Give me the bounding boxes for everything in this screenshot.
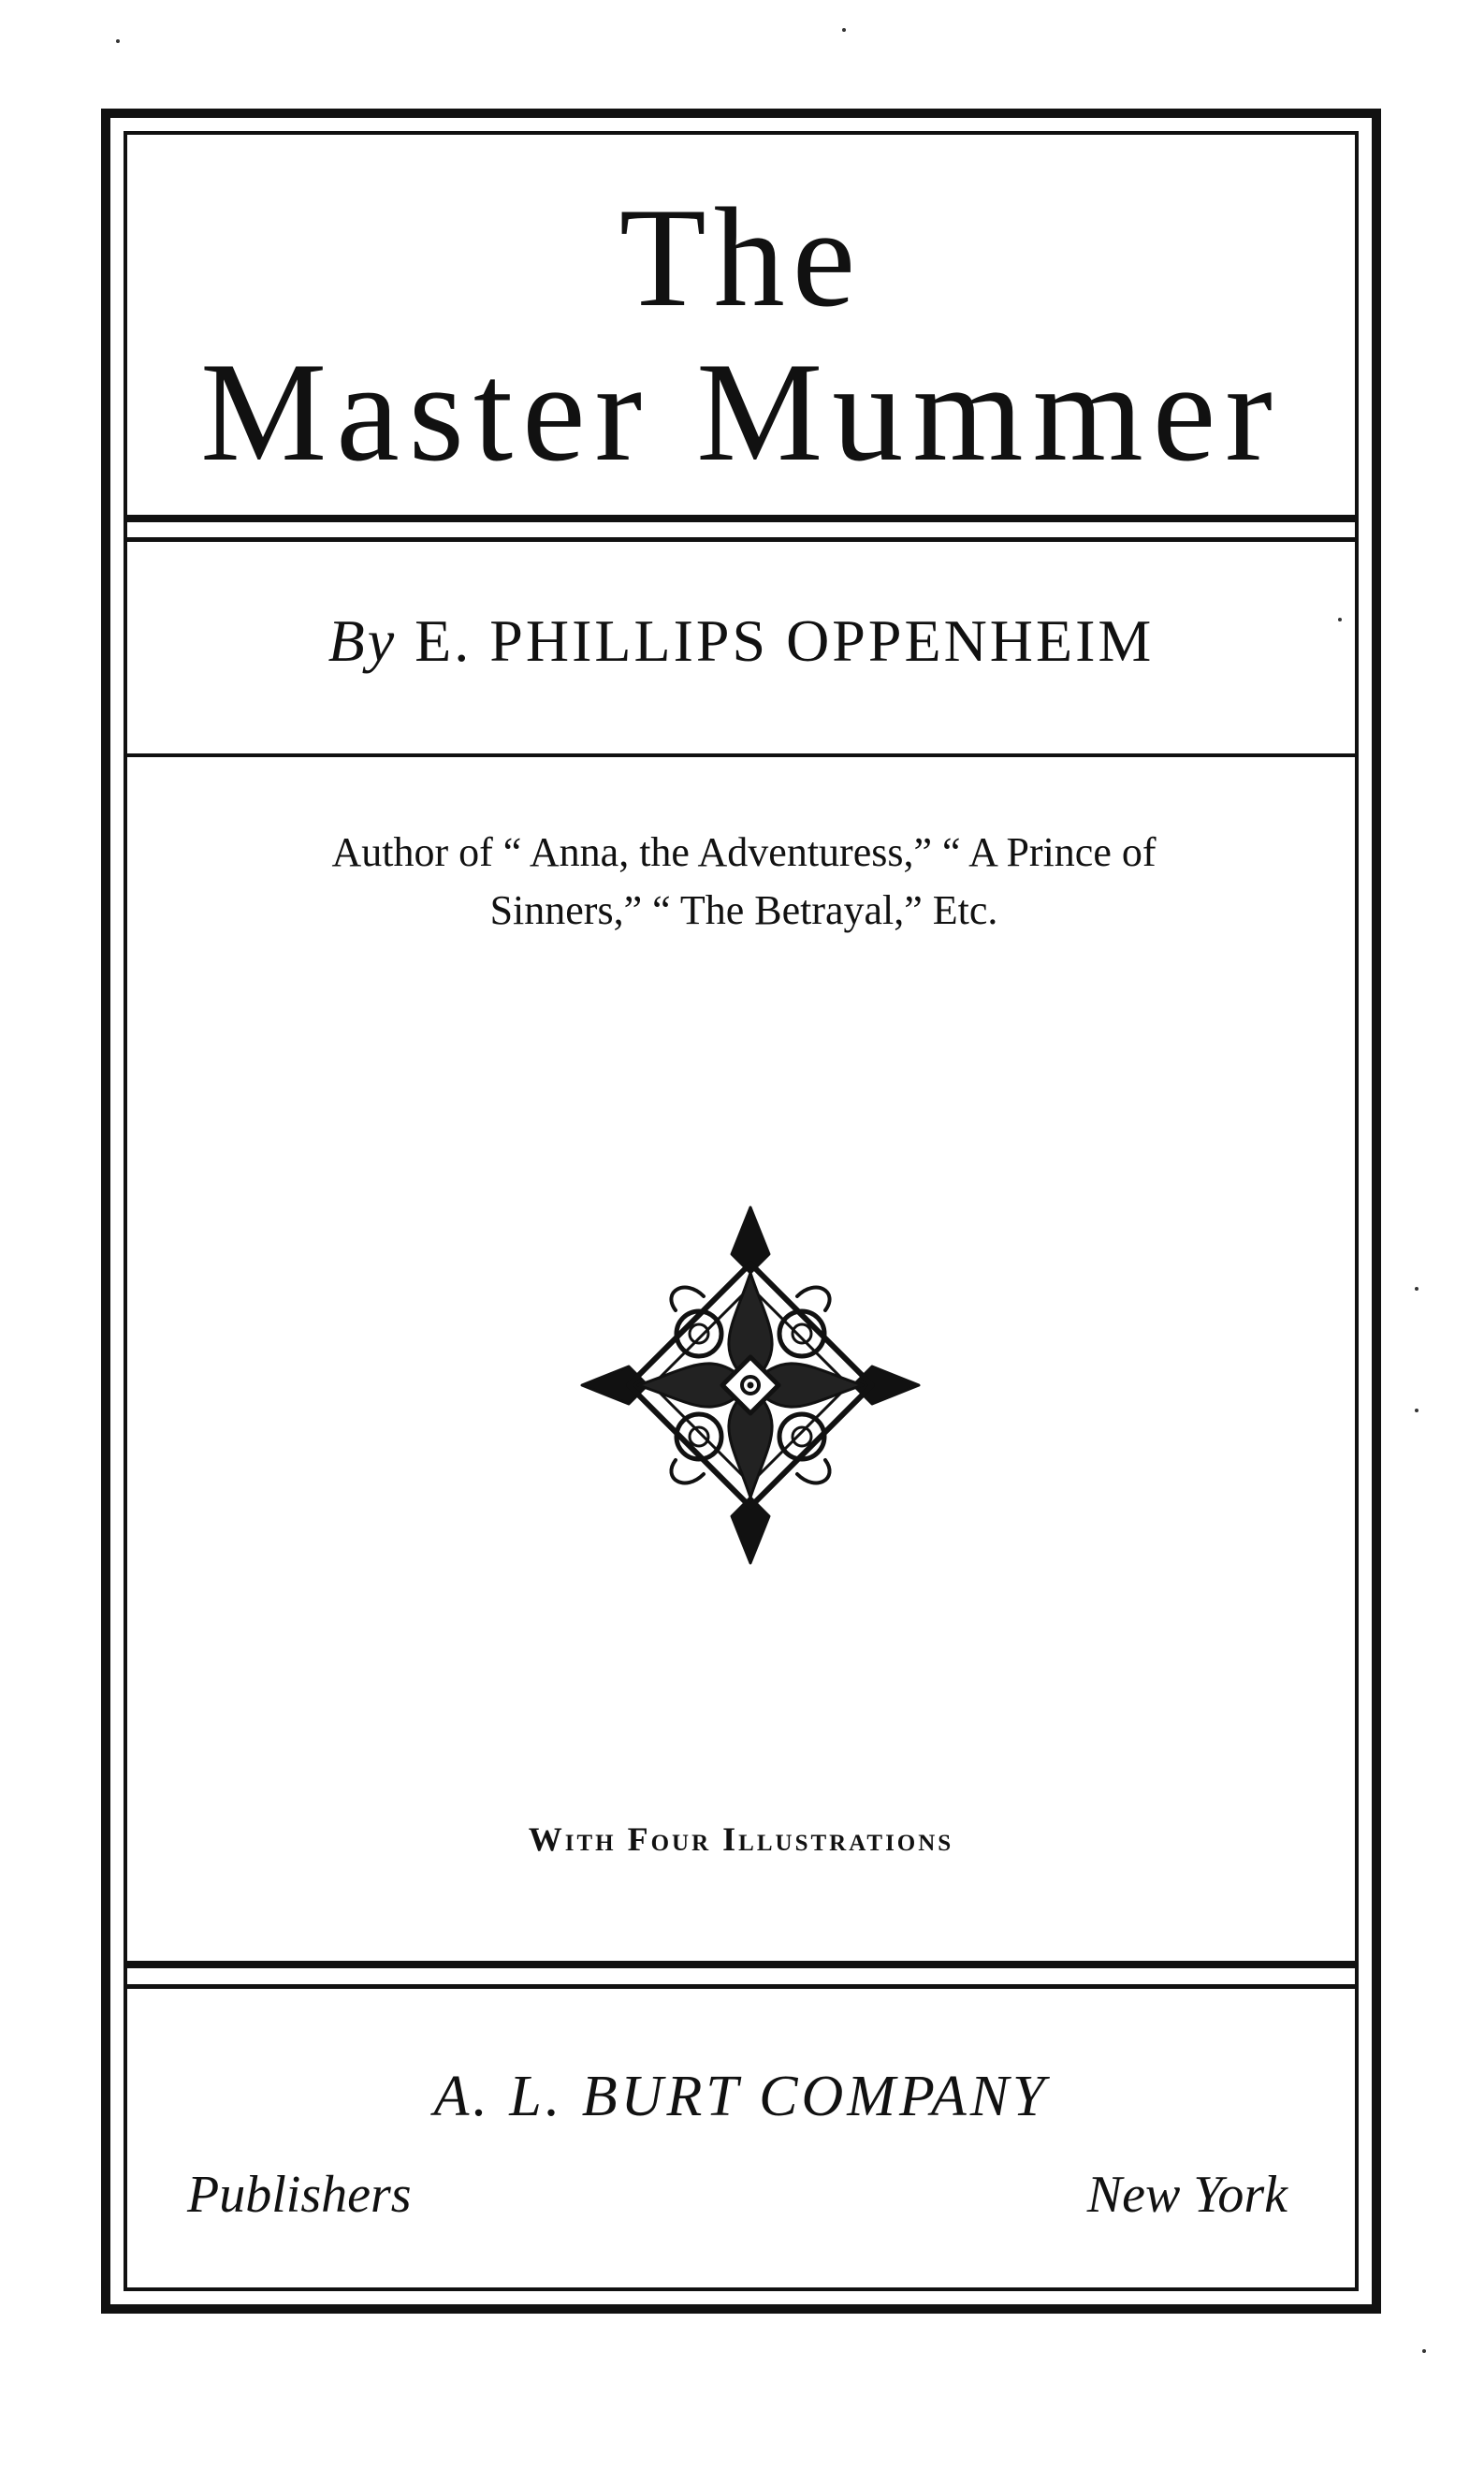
title-rule-thin: [124, 537, 1359, 542]
other-works: [206, 824, 1282, 940]
speck: [1415, 1409, 1419, 1412]
publisher-rule-thin: [124, 1984, 1359, 1989]
speck: [116, 39, 120, 43]
author-name: E. PHILLIPS OPPENHEIM: [415, 607, 1155, 674]
title-line-2: Master Mummer: [200, 333, 1282, 490]
speck: [1422, 2349, 1426, 2353]
publisher-city: New York: [1086, 2166, 1288, 2224]
diamond-ornament-icon: [573, 1198, 928, 1572]
publisher-role: Publishers: [187, 2166, 412, 2224]
byline: [124, 604, 1359, 679]
speck: [842, 28, 846, 32]
speck: [1415, 1287, 1419, 1291]
other-works-line-2: Sinners,” “ The Betrayal,” Etc.: [489, 887, 998, 933]
title-line-1: The: [618, 179, 864, 336]
byline-rule: [124, 753, 1359, 757]
title-rule-thick: [124, 515, 1359, 522]
publisher-rule-thick: [124, 1961, 1359, 1968]
illustrations-note: With Four Illustrations: [528, 1820, 954, 1858]
byline-by: By: [327, 607, 398, 674]
other-works-line-1: Author of “ Anna, the Adventuress,” “ A Prince of: [331, 829, 1157, 875]
publisher-name: A. L. BURT COMPANY: [433, 2065, 1049, 2128]
